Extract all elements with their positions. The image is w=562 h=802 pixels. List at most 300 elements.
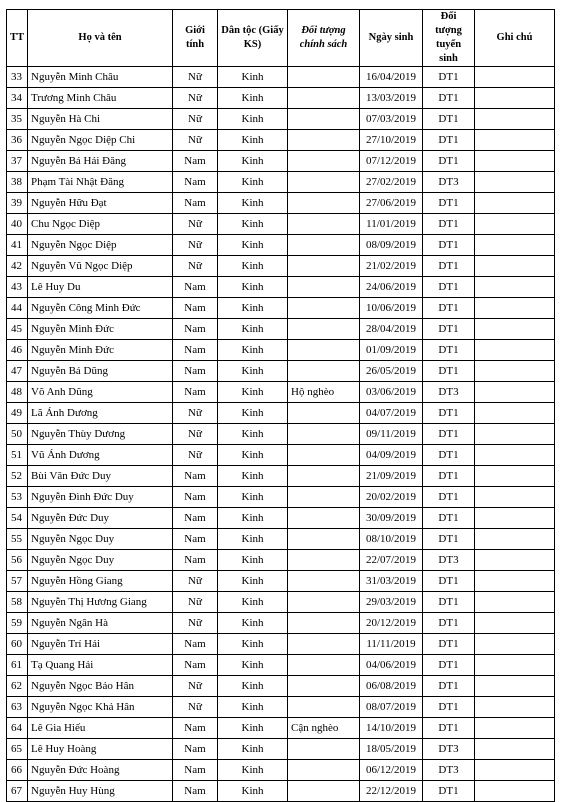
cell-tt: 64	[7, 718, 28, 739]
cell-policy	[288, 613, 360, 634]
cell-tt: 44	[7, 298, 28, 319]
cell-dob: 27/06/2019	[360, 193, 423, 214]
cell-gender: Nam	[173, 718, 218, 739]
cell-note	[475, 130, 555, 151]
table-row	[7, 781, 555, 802]
cell-ethnicity: Kinh	[218, 88, 288, 109]
cell-name: Vũ Ánh Dương	[28, 445, 173, 466]
cell-admission: DT1	[423, 613, 475, 634]
cell-ethnicity: Kinh	[218, 361, 288, 382]
cell-note	[475, 697, 555, 718]
cell-name: Chu Ngọc Diệp	[28, 214, 173, 235]
cell-tt: 42	[7, 256, 28, 277]
cell-dob: 27/02/2019	[360, 172, 423, 193]
cell-dob: 31/03/2019	[360, 571, 423, 592]
cell-policy	[288, 550, 360, 571]
cell-admission: DT1	[423, 130, 475, 151]
cell-policy	[288, 445, 360, 466]
cell-note	[475, 592, 555, 613]
cell-gender: Nữ	[173, 67, 218, 88]
cell-admission: DT1	[423, 529, 475, 550]
table-row	[7, 550, 555, 571]
cell-note	[475, 781, 555, 802]
cell-note	[475, 445, 555, 466]
cell-admission: DT1	[423, 88, 475, 109]
cell-ethnicity: Kinh	[218, 340, 288, 361]
cell-admission: DT1	[423, 676, 475, 697]
cell-gender: Nam	[173, 361, 218, 382]
cell-name: Nguyễn Thị Hương Giang	[28, 592, 173, 613]
cell-admission: DT3	[423, 382, 475, 403]
cell-policy	[288, 697, 360, 718]
cell-name: Nguyễn Hà Chi	[28, 109, 173, 130]
cell-ethnicity: Kinh	[218, 277, 288, 298]
cell-tt: 60	[7, 634, 28, 655]
col-header-tt: TT	[7, 10, 28, 67]
cell-name: Trương Minh Châu	[28, 88, 173, 109]
cell-ethnicity: Kinh	[218, 718, 288, 739]
cell-name: Nguyễn Đức Duy	[28, 508, 173, 529]
cell-note	[475, 403, 555, 424]
cell-tt: 56	[7, 550, 28, 571]
cell-name: Nguyễn Minh Đức	[28, 319, 173, 340]
cell-admission: DT1	[423, 781, 475, 802]
cell-admission: DT1	[423, 193, 475, 214]
cell-admission: DT1	[423, 445, 475, 466]
cell-tt: 61	[7, 655, 28, 676]
cell-tt: 40	[7, 214, 28, 235]
cell-dob: 13/03/2019	[360, 88, 423, 109]
cell-admission: DT1	[423, 424, 475, 445]
cell-gender: Nam	[173, 382, 218, 403]
table-row	[7, 529, 555, 550]
cell-dob: 04/07/2019	[360, 403, 423, 424]
cell-policy	[288, 109, 360, 130]
cell-note	[475, 319, 555, 340]
cell-tt: 34	[7, 88, 28, 109]
cell-admission: DT1	[423, 403, 475, 424]
cell-dob: 21/02/2019	[360, 256, 423, 277]
cell-policy	[288, 277, 360, 298]
table-row	[7, 760, 555, 781]
cell-gender: Nữ	[173, 571, 218, 592]
cell-dob: 28/04/2019	[360, 319, 423, 340]
cell-tt: 57	[7, 571, 28, 592]
cell-note	[475, 214, 555, 235]
cell-name: Nguyễn Ngân Hà	[28, 613, 173, 634]
cell-dob: 06/08/2019	[360, 676, 423, 697]
cell-tt: 62	[7, 676, 28, 697]
cell-dob: 27/10/2019	[360, 130, 423, 151]
cell-ethnicity: Kinh	[218, 214, 288, 235]
cell-tt: 55	[7, 529, 28, 550]
cell-gender: Nữ	[173, 403, 218, 424]
cell-policy	[288, 88, 360, 109]
cell-policy	[288, 487, 360, 508]
cell-note	[475, 718, 555, 739]
cell-tt: 48	[7, 382, 28, 403]
table-row	[7, 592, 555, 613]
table-row	[7, 697, 555, 718]
table-row	[7, 403, 555, 424]
cell-admission: DT3	[423, 172, 475, 193]
cell-dob: 16/04/2019	[360, 67, 423, 88]
cell-admission: DT1	[423, 508, 475, 529]
cell-gender: Nam	[173, 277, 218, 298]
cell-admission: DT1	[423, 361, 475, 382]
cell-policy	[288, 592, 360, 613]
cell-note	[475, 571, 555, 592]
cell-gender: Nữ	[173, 592, 218, 613]
table-row	[7, 382, 555, 403]
cell-gender: Nữ	[173, 424, 218, 445]
cell-ethnicity: Kinh	[218, 613, 288, 634]
cell-policy	[288, 235, 360, 256]
cell-tt: 51	[7, 445, 28, 466]
cell-dob: 08/09/2019	[360, 235, 423, 256]
cell-policy	[288, 781, 360, 802]
cell-name: Nguyễn Ngọc Khả Hân	[28, 697, 173, 718]
cell-gender: Nam	[173, 508, 218, 529]
cell-note	[475, 256, 555, 277]
cell-gender: Nữ	[173, 676, 218, 697]
cell-dob: 22/07/2019	[360, 550, 423, 571]
cell-dob: 09/11/2019	[360, 424, 423, 445]
table-row	[7, 214, 555, 235]
cell-tt: 43	[7, 277, 28, 298]
cell-policy	[288, 193, 360, 214]
cell-admission: DT1	[423, 466, 475, 487]
cell-tt: 58	[7, 592, 28, 613]
cell-note	[475, 235, 555, 256]
cell-policy	[288, 529, 360, 550]
cell-admission: DT1	[423, 571, 475, 592]
cell-gender: Nữ	[173, 697, 218, 718]
cell-name: Nguyễn Hữu Đạt	[28, 193, 173, 214]
cell-tt: 35	[7, 109, 28, 130]
table-row	[7, 235, 555, 256]
cell-policy: Cận nghèo	[288, 718, 360, 739]
cell-name: Võ Anh Dũng	[28, 382, 173, 403]
header-row	[7, 10, 555, 67]
cell-ethnicity: Kinh	[218, 130, 288, 151]
cell-tt: 41	[7, 235, 28, 256]
cell-note	[475, 676, 555, 697]
cell-note	[475, 277, 555, 298]
cell-tt: 37	[7, 151, 28, 172]
cell-ethnicity: Kinh	[218, 529, 288, 550]
cell-admission: DT3	[423, 550, 475, 571]
cell-gender: Nam	[173, 466, 218, 487]
cell-note	[475, 634, 555, 655]
cell-admission: DT1	[423, 592, 475, 613]
cell-gender: Nam	[173, 634, 218, 655]
cell-ethnicity: Kinh	[218, 697, 288, 718]
cell-policy	[288, 739, 360, 760]
cell-name: Nguyễn Trí Hải	[28, 634, 173, 655]
cell-gender: Nữ	[173, 214, 218, 235]
cell-ethnicity: Kinh	[218, 676, 288, 697]
cell-tt: 67	[7, 781, 28, 802]
cell-name: Nguyễn Minh Đức	[28, 340, 173, 361]
cell-tt: 36	[7, 130, 28, 151]
cell-policy	[288, 403, 360, 424]
cell-ethnicity: Kinh	[218, 109, 288, 130]
cell-dob: 11/01/2019	[360, 214, 423, 235]
cell-ethnicity: Kinh	[218, 382, 288, 403]
table-row	[7, 634, 555, 655]
table-row	[7, 424, 555, 445]
cell-tt: 53	[7, 487, 28, 508]
cell-dob: 20/02/2019	[360, 487, 423, 508]
cell-gender: Nam	[173, 760, 218, 781]
cell-admission: DT1	[423, 718, 475, 739]
cell-name: Nguyễn Minh Châu	[28, 67, 173, 88]
table-row	[7, 445, 555, 466]
cell-dob: 03/06/2019	[360, 382, 423, 403]
cell-tt: 66	[7, 760, 28, 781]
cell-gender: Nam	[173, 172, 218, 193]
cell-ethnicity: Kinh	[218, 403, 288, 424]
cell-gender: Nữ	[173, 613, 218, 634]
cell-admission: DT1	[423, 634, 475, 655]
cell-note	[475, 109, 555, 130]
table-row	[7, 298, 555, 319]
cell-ethnicity: Kinh	[218, 235, 288, 256]
cell-name: Nguyễn Thùy Dương	[28, 424, 173, 445]
cell-note	[475, 487, 555, 508]
cell-tt: 33	[7, 67, 28, 88]
cell-gender: Nam	[173, 487, 218, 508]
cell-note	[475, 508, 555, 529]
cell-admission: DT1	[423, 697, 475, 718]
cell-tt: 65	[7, 739, 28, 760]
cell-ethnicity: Kinh	[218, 67, 288, 88]
cell-gender: Nữ	[173, 109, 218, 130]
table-row	[7, 88, 555, 109]
cell-tt: 38	[7, 172, 28, 193]
cell-dob: 11/11/2019	[360, 634, 423, 655]
cell-dob: 24/06/2019	[360, 277, 423, 298]
cell-name: Nguyễn Bá Hải Đăng	[28, 151, 173, 172]
cell-name: Phạm Tài Nhật Đăng	[28, 172, 173, 193]
cell-tt: 47	[7, 361, 28, 382]
cell-gender: Nữ	[173, 130, 218, 151]
cell-policy	[288, 361, 360, 382]
cell-admission: DT1	[423, 214, 475, 235]
cell-tt: 52	[7, 466, 28, 487]
table-row	[7, 361, 555, 382]
cell-policy	[288, 151, 360, 172]
cell-policy	[288, 256, 360, 277]
cell-ethnicity: Kinh	[218, 655, 288, 676]
cell-ethnicity: Kinh	[218, 172, 288, 193]
table-row	[7, 718, 555, 739]
cell-dob: 18/05/2019	[360, 739, 423, 760]
cell-note	[475, 382, 555, 403]
cell-policy	[288, 634, 360, 655]
cell-ethnicity: Kinh	[218, 151, 288, 172]
cell-policy	[288, 655, 360, 676]
table-row	[7, 172, 555, 193]
table-row	[7, 256, 555, 277]
table-row	[7, 466, 555, 487]
cell-dob: 06/12/2019	[360, 760, 423, 781]
cell-tt: 50	[7, 424, 28, 445]
cell-policy	[288, 340, 360, 361]
cell-name: Nguyễn Hồng Giang	[28, 571, 173, 592]
cell-ethnicity: Kinh	[218, 466, 288, 487]
cell-dob: 29/03/2019	[360, 592, 423, 613]
cell-admission: DT1	[423, 655, 475, 676]
cell-name: Nguyễn Ngọc Diệp Chi	[28, 130, 173, 151]
cell-admission: DT1	[423, 277, 475, 298]
cell-name: Lê Gia Hiếu	[28, 718, 173, 739]
cell-name: Nguyễn Huy Hùng	[28, 781, 173, 802]
cell-tt: 59	[7, 613, 28, 634]
cell-admission: DT1	[423, 298, 475, 319]
cell-note	[475, 655, 555, 676]
cell-ethnicity: Kinh	[218, 319, 288, 340]
cell-note	[475, 67, 555, 88]
cell-name: Nguyễn Bá Dũng	[28, 361, 173, 382]
cell-ethnicity: Kinh	[218, 193, 288, 214]
student-list-sheet	[6, 9, 555, 802]
cell-ethnicity: Kinh	[218, 781, 288, 802]
table-row	[7, 151, 555, 172]
cell-dob: 10/06/2019	[360, 298, 423, 319]
table-row	[7, 319, 555, 340]
cell-note	[475, 298, 555, 319]
cell-tt: 46	[7, 340, 28, 361]
cell-admission: DT1	[423, 109, 475, 130]
cell-gender: Nam	[173, 340, 218, 361]
table-row	[7, 739, 555, 760]
cell-dob: 22/12/2019	[360, 781, 423, 802]
cell-dob: 20/12/2019	[360, 613, 423, 634]
table-row	[7, 487, 555, 508]
cell-tt: 54	[7, 508, 28, 529]
table-row	[7, 277, 555, 298]
cell-gender: Nam	[173, 151, 218, 172]
cell-dob: 04/06/2019	[360, 655, 423, 676]
cell-note	[475, 193, 555, 214]
cell-admission: DT1	[423, 340, 475, 361]
cell-policy	[288, 172, 360, 193]
col-header-admission: Đối tượng tuyển sinh	[423, 10, 475, 67]
table-row	[7, 655, 555, 676]
cell-gender: Nam	[173, 550, 218, 571]
cell-gender: Nam	[173, 193, 218, 214]
col-header-gender: Giới tính	[173, 10, 218, 67]
cell-ethnicity: Kinh	[218, 508, 288, 529]
cell-gender: Nam	[173, 781, 218, 802]
cell-name: Nguyễn Đức Hoàng	[28, 760, 173, 781]
cell-note	[475, 613, 555, 634]
col-header-name: Họ và tên	[28, 10, 173, 67]
cell-tt: 39	[7, 193, 28, 214]
cell-gender: Nữ	[173, 256, 218, 277]
cell-name: Tạ Quang Hải	[28, 655, 173, 676]
cell-policy	[288, 214, 360, 235]
cell-note	[475, 550, 555, 571]
cell-note	[475, 424, 555, 445]
cell-name: Nguyễn Vũ Ngọc Diệp	[28, 256, 173, 277]
table-row	[7, 130, 555, 151]
cell-policy: Hộ nghèo	[288, 382, 360, 403]
cell-name: Bùi Văn Đức Duy	[28, 466, 173, 487]
cell-name: Lê Huy Du	[28, 277, 173, 298]
col-header-dob: Ngày sinh	[360, 10, 423, 67]
cell-tt: 49	[7, 403, 28, 424]
cell-policy	[288, 424, 360, 445]
table-row	[7, 676, 555, 697]
cell-ethnicity: Kinh	[218, 592, 288, 613]
table-row	[7, 508, 555, 529]
cell-note	[475, 760, 555, 781]
cell-policy	[288, 760, 360, 781]
col-header-note: Ghi chú	[475, 10, 555, 67]
cell-ethnicity: Kinh	[218, 487, 288, 508]
cell-dob: 21/09/2019	[360, 466, 423, 487]
cell-ethnicity: Kinh	[218, 445, 288, 466]
cell-dob: 14/10/2019	[360, 718, 423, 739]
cell-ethnicity: Kinh	[218, 256, 288, 277]
cell-note	[475, 88, 555, 109]
table-row	[7, 571, 555, 592]
cell-admission: DT3	[423, 760, 475, 781]
cell-name: Lê Huy Hoàng	[28, 739, 173, 760]
cell-name: Lã Ánh Dương	[28, 403, 173, 424]
cell-dob: 08/07/2019	[360, 697, 423, 718]
cell-ethnicity: Kinh	[218, 760, 288, 781]
cell-name: Nguyễn Công Minh Đức	[28, 298, 173, 319]
cell-dob: 07/12/2019	[360, 151, 423, 172]
cell-gender: Nam	[173, 298, 218, 319]
cell-policy	[288, 508, 360, 529]
cell-ethnicity: Kinh	[218, 550, 288, 571]
cell-gender: Nữ	[173, 235, 218, 256]
cell-gender: Nữ	[173, 88, 218, 109]
cell-policy	[288, 676, 360, 697]
cell-ethnicity: Kinh	[218, 424, 288, 445]
student-table	[6, 9, 555, 802]
cell-admission: DT1	[423, 319, 475, 340]
cell-admission: DT1	[423, 151, 475, 172]
table-row	[7, 613, 555, 634]
cell-name: Nguyễn Ngọc Diệp	[28, 235, 173, 256]
cell-gender: Nam	[173, 319, 218, 340]
cell-gender: Nam	[173, 529, 218, 550]
cell-dob: 07/03/2019	[360, 109, 423, 130]
cell-note	[475, 340, 555, 361]
cell-admission: DT3	[423, 739, 475, 760]
cell-dob: 30/09/2019	[360, 508, 423, 529]
cell-admission: DT1	[423, 67, 475, 88]
cell-tt: 45	[7, 319, 28, 340]
cell-dob: 01/09/2019	[360, 340, 423, 361]
cell-dob: 08/10/2019	[360, 529, 423, 550]
cell-ethnicity: Kinh	[218, 739, 288, 760]
cell-dob: 26/05/2019	[360, 361, 423, 382]
cell-policy	[288, 319, 360, 340]
cell-policy	[288, 130, 360, 151]
cell-admission: DT1	[423, 256, 475, 277]
cell-note	[475, 466, 555, 487]
table-row	[7, 193, 555, 214]
cell-ethnicity: Kinh	[218, 634, 288, 655]
table-row	[7, 109, 555, 130]
